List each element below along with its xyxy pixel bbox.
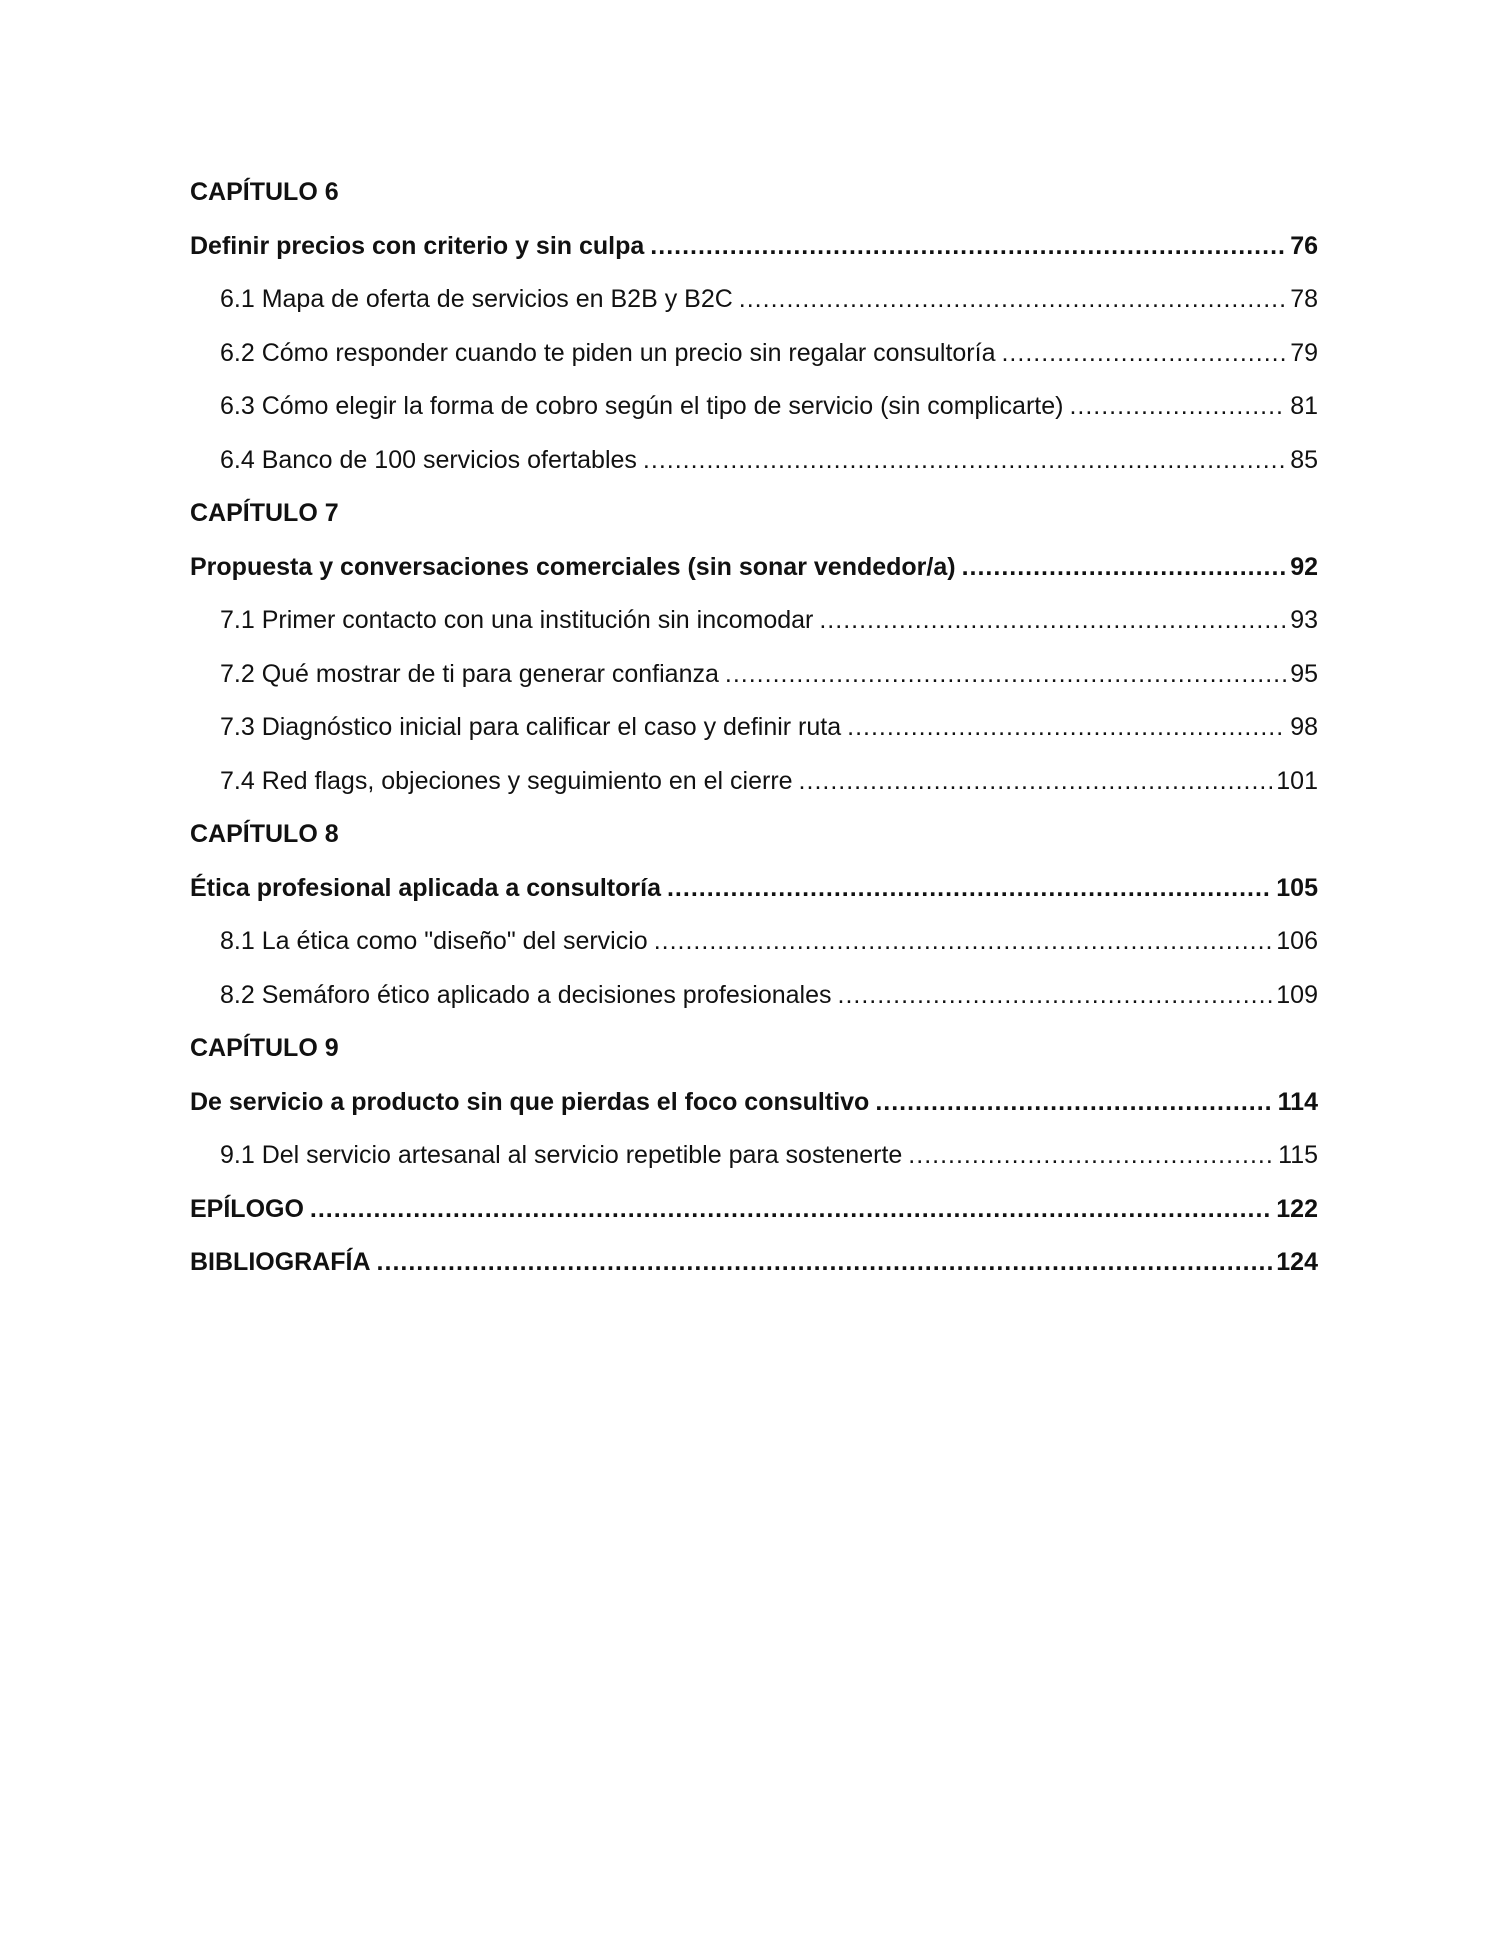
chapter-8-entry[interactable] [190,862,1318,916]
section-title: 9.1 Del servicio artesanal al servicio repetible para sostenerte [220,1141,903,1170]
chapter-7-heading: CAPÍTULO 7 [190,499,339,528]
bibliography-entry[interactable] [190,1236,1318,1290]
chapter-7-entry[interactable] [190,541,1318,595]
section-page: 109 [1276,980,1318,1009]
dot-leader [739,285,1286,314]
section-title: 8.1 La ética como "diseño" del servicio [220,927,648,956]
chapter-6-page: 76 [1290,231,1318,260]
section-page: 115 [1278,1141,1318,1170]
chapter-8-page: 105 [1276,873,1318,902]
section-7-2-entry[interactable] [190,648,1318,702]
dot-leader [643,446,1286,475]
dot-leader [838,981,1273,1010]
section-8-1-entry[interactable] [190,915,1318,969]
epilogue-title: EPÍLOGO [190,1194,304,1223]
section-8-2-entry[interactable] [190,969,1318,1023]
dot-leader [650,232,1286,261]
section-page: 98 [1290,713,1318,742]
dot-leader [819,606,1286,635]
chapter-8-heading: CAPÍTULO 8 [190,820,339,849]
section-title: 7.4 Red flags, objeciones y seguimiento en el cierre [220,766,793,795]
section-7-1-entry[interactable] [190,594,1318,648]
section-page: 93 [1290,606,1318,635]
section-page: 85 [1290,445,1318,474]
section-title: 7.2 Qué mostrar de ti para generar confianza [220,659,719,688]
bibliography-title: BIBLIOGRAFÍA [190,1248,371,1277]
section-7-3-entry[interactable] [190,701,1318,755]
section-6-4-entry[interactable] [190,434,1318,488]
dot-leader [1069,392,1286,421]
section-7-4-entry[interactable] [190,755,1318,809]
dot-leader [654,927,1273,956]
dot-leader [667,874,1272,903]
chapter-6-heading: CAPÍTULO 6 [190,178,339,207]
chapter-9-entry[interactable] [190,1076,1318,1130]
section-page: 78 [1290,285,1318,314]
chapter-6-entry[interactable] [190,220,1318,274]
section-title: 6.4 Banco de 100 servicios ofertables [220,445,637,474]
dot-leader [377,1248,1273,1277]
section-page: 106 [1276,927,1318,956]
epilogue-entry[interactable] [190,1183,1318,1237]
section-title: 7.3 Diagnóstico inicial para calificar el caso y definir ruta [220,713,842,742]
section-page: 79 [1290,338,1318,367]
section-title: 6.1 Mapa de oferta de servicios en B2B y B2C [220,285,733,314]
epilogue-page: 122 [1276,1194,1318,1223]
dot-leader [310,1195,1272,1224]
section-page: 95 [1290,659,1318,688]
section-title: 7.1 Primer contacto con una institución sin incomodar [220,606,814,635]
dot-leader [908,1141,1274,1170]
section-title: 6.2 Cómo responder cuando te piden un precio sin regalar consultoría [220,338,996,367]
chapter-6-title: Definir precios con criterio y sin culpa [190,231,645,260]
section-title: 8.2 Semáforo ético aplicado a decisiones profesionales [220,980,832,1009]
section-9-1-entry[interactable] [190,1129,1318,1183]
dot-leader [962,553,1287,582]
chapter-7-page: 92 [1290,552,1318,581]
chapter-9-title: De servicio a producto sin que pierdas el foco consultivo [190,1087,870,1116]
section-6-2-entry[interactable] [190,327,1318,381]
dot-leader [725,660,1286,689]
dot-leader [799,767,1273,796]
section-page: 101 [1276,766,1318,795]
table-of-contents [190,166,1318,1290]
chapter-9-page: 114 [1277,1087,1318,1116]
bibliography-page: 124 [1276,1248,1318,1277]
chapter-8-title: Ética profesional aplicada a consultoría [190,873,661,902]
section-6-1-entry[interactable] [190,273,1318,327]
section-title: 6.3 Cómo elegir la forma de cobro según el tipo de servicio (sin complicarte) [220,392,1064,421]
section-page: 81 [1290,392,1318,421]
dot-leader [875,1088,1273,1117]
dot-leader [847,713,1286,742]
dot-leader [1001,339,1286,368]
chapter-7-title: Propuesta y conversaciones comerciales (sin sonar vendedor/a) [190,552,956,581]
section-6-3-entry[interactable] [190,380,1318,434]
chapter-9-heading: CAPÍTULO 9 [190,1034,339,1063]
